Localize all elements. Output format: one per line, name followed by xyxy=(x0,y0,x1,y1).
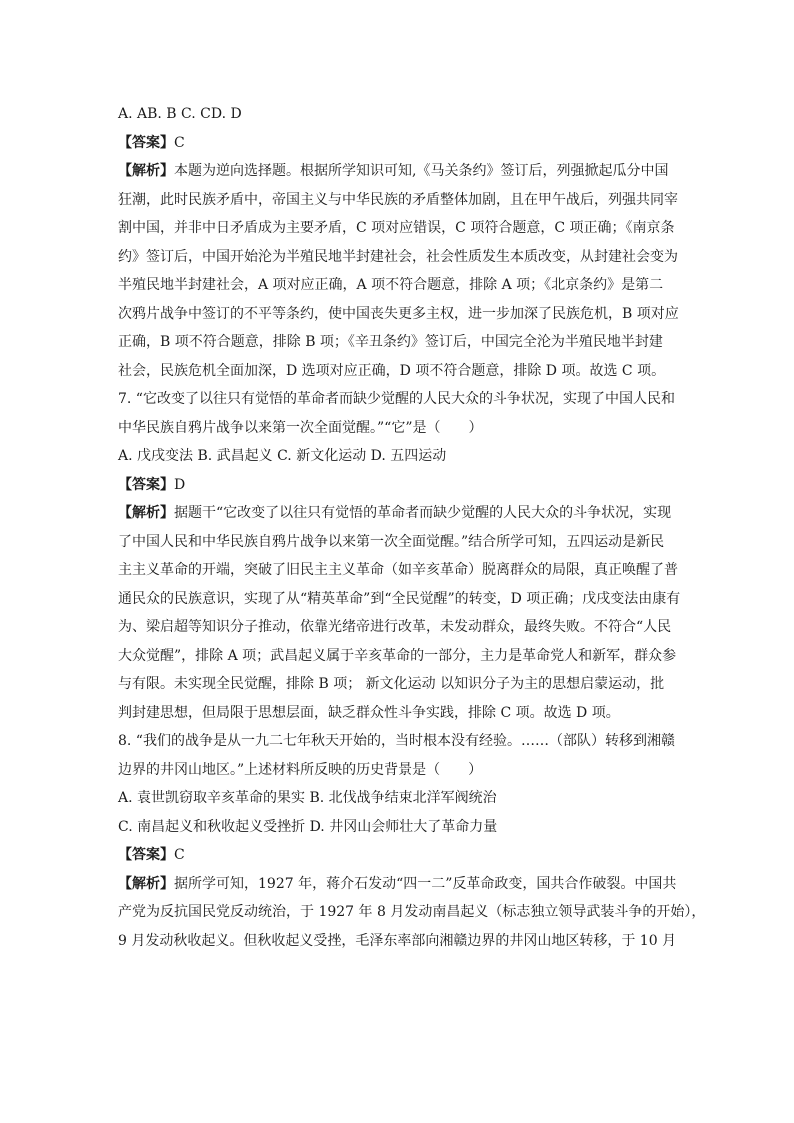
q8-stem-line: 8. “我们的战争是从一九二七年秋天开始的，当时根本没有经验。……（部队）转移到湘赣 xyxy=(118,733,675,749)
q7-stem-line: 7. “它改变了以往只有觉悟的革命者而缺少觉醒的人民大众的斗争状况，实现了中国人民和 xyxy=(118,391,675,407)
explanation-text: 据所学可知，1927 年，蒋介石发动“四一二”反革命政变，国共合作破裂。中国共 xyxy=(174,875,677,892)
answer-value: D xyxy=(174,476,186,493)
q7-stem-line: 中华民族自鸦片战争以来第一次全面觉醒。”“它”是（ ） xyxy=(118,419,483,436)
q6-explanation-line: 狂潮，此时民族矛盾中，帝国主义与中华民族的矛盾整体加剧，且在甲午战后，列强共同宰 xyxy=(118,191,678,208)
q7-explanation-line xyxy=(118,499,678,528)
q6-explanation-line: 割中国，并非中日矛盾成为主要矛盾，C 项对应错误，C 项符合题意，C 项正确；《南京条 xyxy=(118,220,675,236)
q8-explanation-line xyxy=(118,870,678,899)
q6-explanation-line: 社会，民族危机全面加深，D 选项对应正确，D 项不符合题意，排除 D 项。故选 C 项。 xyxy=(118,362,666,379)
answer-value: C xyxy=(174,134,185,151)
q7-answer xyxy=(118,471,678,500)
q6-explanation-line: 半殖民地半封建社会，A 项对应正确，A 项不符合题意，排除 A 项；《北京条约》是第二 xyxy=(118,277,664,293)
q6-explanation-line: 次鸦片战争中签订的不平等条约，使中国丧失更多主权，进一步加深了民族危机，B 项对应 xyxy=(118,305,679,322)
explanation-tag: 【解析】 xyxy=(118,505,174,521)
q7-explanation-line: 大众觉醒”，排除 A 项；武昌起义属于辛亥革命的一部分，主力是革命党人和新军，群众参 xyxy=(118,647,677,664)
q8-option-line: A. 袁世凯窃取辛亥革命的果实 B. 北伐战争结束北洋军阀统治 xyxy=(118,790,497,806)
q7-explanation-line: 了中国人民和中华民族自鸦片战争以来第一次全面觉醒。”结合所学可知，五四运动是新民 xyxy=(118,533,665,550)
q7-explanation-line: 通民众的民族意识，实现了从“精英革命”到“全民觉醒”的转变，D 项正确；戊戌变法由康有 xyxy=(118,590,681,607)
q6-answer xyxy=(118,129,678,158)
q8-stem-line: 边界的井冈山地区。”上述材料所反映的历史背景是（ ） xyxy=(118,761,483,778)
q6-explanation-line: 约》签订后，中国开始沦为半殖民地半封建社会，社会性质发生本质改变，从封建社会变为 xyxy=(118,248,678,265)
explanation-tag: 【解析】 xyxy=(118,875,174,892)
q7-options: A. 戊戌变法 B. 武昌起义 C. 新文化运动 D. 五四运动 xyxy=(118,448,447,464)
answer-tag: 【答案】 xyxy=(118,476,174,493)
document-page xyxy=(118,100,706,955)
q7-explanation-line: 为、梁启超等知识分子推动，依靠光绪帝进行改革，未发动群众，最终失败。不符合“人民 xyxy=(118,619,672,635)
q7-explanation-line: 与有限。未实现全民觉醒，排除 B 项； 新文化运动 以知识分子为主的思想启蒙运动，批 xyxy=(118,676,665,692)
explanation-tag: 【解析】 xyxy=(118,163,174,179)
explanation-text: 据题干“它改变了以往只有觉悟的革命者而缺少觉醒的人民大众的斗争状况，实现 xyxy=(174,505,672,521)
q8-explanation-line: 9 月发动秋收起义。但秋收起义受挫，毛泽东率部向湘赣边界的井冈山地区转移，于 10 月 xyxy=(118,932,677,949)
explanation-text: 本题为逆向选择题。根据所学知识可知,《马关条约》签订后，列强掀起瓜分中国 xyxy=(174,163,669,179)
q6-explanation-line xyxy=(118,157,678,186)
answer-tag: 【答案】 xyxy=(118,847,174,863)
answer-value: C xyxy=(174,847,185,863)
q8-option-line: C. 南昌起义和秋收起义受挫折 D. 井冈山会师壮大了革命力量 xyxy=(118,818,498,835)
q8-explanation-line: 产党为反抗国民党反动统治，于 1927 年 8 月发动南昌起义（标志独立领导武装斗争的开始）， xyxy=(118,904,706,920)
q7-explanation-line: 判封建思想，但局限于思想层面，缺乏群众性斗争实践，排除 C 项。故选 D 项。 xyxy=(118,704,620,721)
q6-options: A. AB. B C. CD. D xyxy=(118,106,242,122)
q7-explanation-line: 主主义革命的开端，突破了旧民主主义革命（如辛亥革命）脱离群众的局限，真正唤醒了普 xyxy=(118,562,678,578)
q6-explanation-line: 正确，B 项不符合题意，排除 B 项；《辛丑条约》签订后，中国完全沦为半殖民地半封建 xyxy=(118,334,663,350)
answer-tag: 【答案】 xyxy=(118,134,174,151)
q8-answer xyxy=(118,841,678,870)
